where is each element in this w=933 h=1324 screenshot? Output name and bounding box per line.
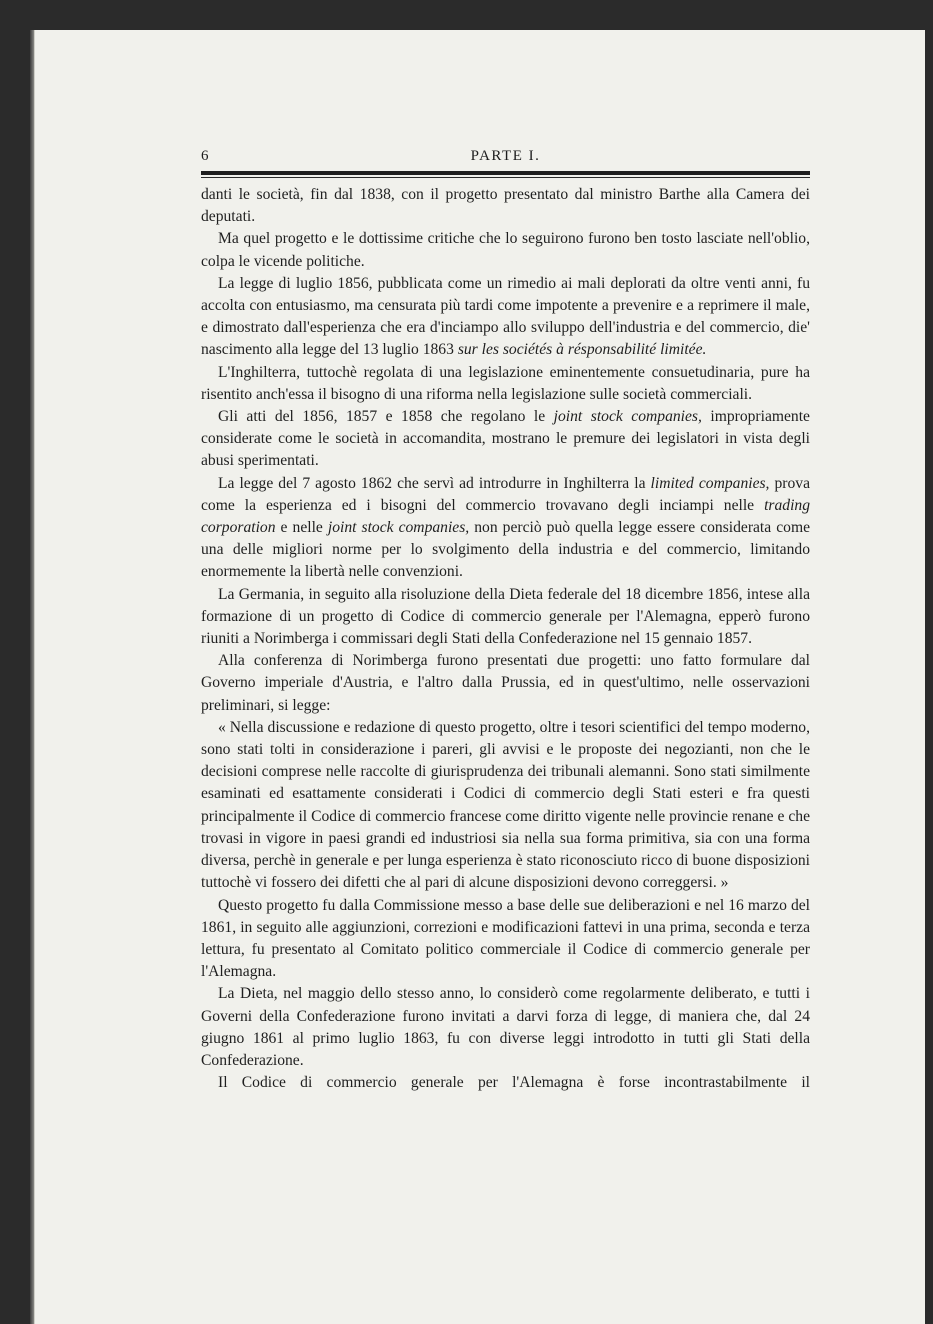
paragraph (201, 273, 810, 362)
paragraph: La Germania, in seguito alla risoluzione della Dieta federale del 18 dicembre 1856, intese alla formazione di un progetto di Codice di commercio generale per l'Alemagna, epperò furono riuniti a Norimberga i commissari degli Stati della Confederazione nel 15 gennaio 1857. (201, 585, 810, 648)
paragraph-text: Gli atti del 1856, 1857 e 1858 che regolano le (218, 408, 554, 426)
page-number: 6 (201, 148, 209, 164)
paragraph-text: La legge del 7 agosto 1862 che servì ad introdurre in Inghilterra la (218, 474, 651, 492)
paragraph: danti le società, fin dal 1838, con il progetto presentato dal ministro Barthe alla Camera dei deputati. (201, 186, 810, 226)
italic-phrase: trading corporation (201, 496, 810, 537)
header-rule-thin (201, 177, 810, 178)
paragraph: Questo progetto fu dalla Commissione messo a base delle sue deliberazioni e nel 16 marzo del 1861, in seguito alle aggiunzioni, correzioni e modificazioni fattevi in una prima, seconda e terza lettura, fu presentato al Comitato politico commerciale il Codice di commercio generale per l'Alemagna. (201, 896, 810, 981)
paragraph-text: non perciò può quella legge essere considerata come una delle migliori norme per lo svolgimento della industria e del commercio, limitando enormemente la libertà nelle convenzioni. (201, 519, 810, 581)
running-title: PARTE I. (470, 148, 541, 164)
paragraph (201, 406, 810, 473)
paragraph-text: La legge di luglio 1856, pubblicata come un rimedio ai mali deplorati da oltre venti anni, fu accolta con entusiasmo, ma censurata più tardi come impotente a prevenire e a reprimere il male, e dimostrato dall'esperienza che era d'inciampo allo sviluppo dell'industria e del commercio, die' nascimento alla legge del 13 luglio 1863 (201, 274, 810, 359)
paragraph-text: e nelle (275, 519, 328, 537)
running-head (201, 148, 810, 168)
header-rule (201, 171, 810, 175)
italic-phrase: sur les sociétés à résponsabilité limitée. (457, 341, 707, 359)
italic-phrase: limited companies, (650, 474, 770, 492)
paragraph-text: impropriamente considerate come le società in accomandita, mostrano le premure dei legislatori in vista degli abusi sperimentati. (201, 408, 810, 470)
paragraph (201, 473, 810, 584)
quotation-paragraph: « Nella discussione e redazione di questo progetto, oltre i tesori scientifici del tempo moderno, sono stati tolti in considerazione i pareri, gli avvisi e le proposte dei negozianti, non che le decisioni comprese nelle raccolte di giurisprudenza dei tribunali alemanni. Sono stati similmente esaminati ed esattamente considerati i Codici di commercio degli Stati esteri e fra questi principalmente il Codice di commercio francese come diritto vigente nelle provincie renane e che trovasi in vigore in paesi grandi ed industriosi sia nella sua forma primitiva, sia con una forma diversa, perchè in generale e per lunga esperienza è stato riconosciuto ricco di buone disposizioni tuttochè vi fossero dei difetti che al pari di alcune disposizioni devono correggersi. » (201, 718, 810, 892)
paragraph: Ma quel progetto e le dottissime critiche che lo seguirono furono ben tosto lasciate nell'oblio, colpa le vicende politiche. (201, 230, 810, 270)
paragraph: Alla conferenza di Norimberga furono presentati due progetti: uno fatto formulare dal Governo imperiale d'Austria, e l'altro dalla Prussia, ed in quest'ultimo, nelle osservazioni preliminari, si legge: (201, 652, 810, 714)
paragraph: L'Inghilterra, tuttochè regolata di una legislazione eminentemente consuetudinaria, pure ha risentito anch'essa il bisogno di una riforma nella legislazione sulle società commerciali. (201, 363, 810, 403)
italic-phrase: joint stock companies, (553, 408, 702, 426)
paragraph: Il Codice di commercio generale per l'Alemagna è forse incontrastabilmente il (218, 1074, 810, 1092)
italic-phrase: joint stock companies, (327, 519, 470, 537)
paragraph: La Dieta, nel maggio dello stesso anno, lo considerò come regolarmente deliberato, e tutti i Governi della Confederazione furono invitati a darvi forza di legge, di maniera che, dal 24 giugno 1861 al primo luglio 1863, fu con diverse leggi introdotto in tutti gli Stati della Confederazione. (201, 985, 810, 1069)
body-text (201, 184, 810, 1094)
paragraph-text: prova come la esperienza ed i bisogni del commercio trovavano degli inciampi nelle (201, 474, 811, 514)
